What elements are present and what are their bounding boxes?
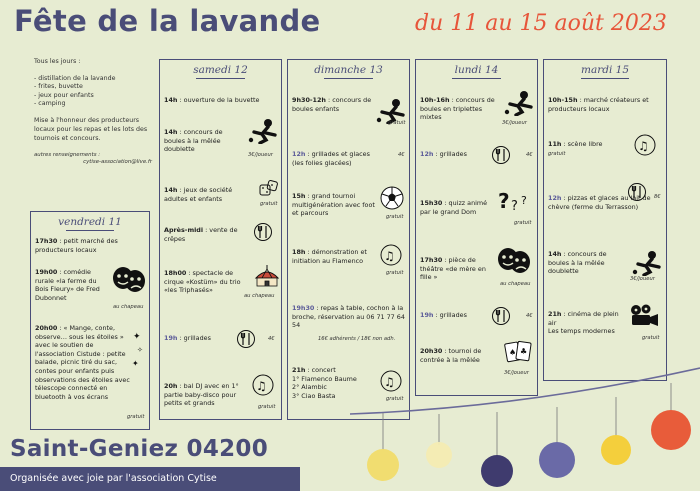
event-price: gratuit <box>258 404 276 410</box>
intro-item: - frites, buvette <box>34 83 83 91</box>
cutlery-icon <box>254 222 272 246</box>
event-text: : grillades <box>433 311 467 319</box>
petanque-player-icon <box>248 118 278 148</box>
intro-item: - jeux pour enfants <box>34 91 94 99</box>
event-item <box>548 96 664 113</box>
day-heading: samedi 12 <box>160 64 281 76</box>
event-item <box>164 226 256 243</box>
event-price: au chapeau <box>500 281 531 287</box>
cutlery-icon <box>628 182 646 206</box>
event-time: 10h-16h <box>420 96 450 104</box>
event-price: gratuit <box>642 335 660 341</box>
event-item <box>35 324 130 401</box>
intro-item: - distillation de la lavande <box>34 74 116 82</box>
event-text: : ouverture de la buvette <box>177 96 260 104</box>
event-price: 3€/joueur <box>248 152 273 158</box>
event-text: : tournoi de contrée à la mêlée <box>420 347 482 364</box>
event-time: 17h30 <box>35 237 58 245</box>
event-time: 21h <box>548 310 562 318</box>
event-item <box>164 96 280 105</box>
theatre-masks-icon <box>496 248 532 278</box>
event-text: : repas à table, cochon à la broche, réservation au 06 71 77 64 54 <box>292 304 405 330</box>
event-time: Après-midi <box>164 226 204 234</box>
day-heading: mardi 15 <box>544 64 666 76</box>
event-price: gratuit <box>514 220 532 226</box>
event-price: 3€/joueur <box>630 276 655 282</box>
event-item <box>164 334 244 343</box>
event-line: Les temps modernes <box>548 327 615 336</box>
event-text: : pièce de théâtre «de mère en fille » <box>420 256 486 282</box>
svg-text:♫: ♫ <box>256 379 267 393</box>
music-notes-icon <box>634 134 656 160</box>
playing-cards-icon <box>504 340 534 368</box>
event-item <box>35 268 107 302</box>
intro-block <box>34 58 152 166</box>
event-time: 14h <box>164 186 178 194</box>
event-time: 12h <box>292 150 306 158</box>
music-notes-icon <box>380 244 402 270</box>
event-text: : concours de boules à la mêlée doublette <box>164 128 223 154</box>
event-text: : grillades et glaces (les folies glacées) <box>292 150 370 167</box>
event-item <box>420 311 492 320</box>
cutlery-icon <box>237 329 255 353</box>
event-time: 20h30 <box>420 347 443 355</box>
event-item <box>35 237 147 254</box>
event-text: : marché créateurs et producteurs locaux <box>548 96 649 113</box>
day-heading: lundi 14 <box>416 64 537 76</box>
poster-title: Fête de la lavande <box>14 4 321 38</box>
event-time: 19h00 <box>35 268 58 276</box>
event-item <box>292 96 376 113</box>
event-item <box>292 192 376 218</box>
cutlery-icon <box>492 306 510 330</box>
event-price: 3€/joueur <box>504 370 529 376</box>
event-price: 8€ <box>654 194 661 200</box>
event-time: 21h <box>292 366 306 374</box>
svg-text:?: ? <box>511 199 518 214</box>
event-item <box>292 150 376 167</box>
intro-heading: Tous les jours : <box>34 58 81 65</box>
svg-text:✦: ✦ <box>132 359 139 368</box>
event-time: 19h <box>164 334 178 342</box>
svg-text:✧: ✧ <box>137 346 143 354</box>
svg-text:♫: ♫ <box>638 139 649 153</box>
question-marks-icon <box>498 188 534 218</box>
day-column-mardi <box>543 59 667 381</box>
event-price: 4€ <box>398 152 405 158</box>
contact-info <box>34 152 152 166</box>
svg-text:✦: ✦ <box>133 332 141 342</box>
event-item <box>420 96 504 122</box>
intro-item: - camping <box>34 100 66 108</box>
event-text: : concours de boules enfants <box>292 96 372 113</box>
event-price: gratuit <box>548 151 566 157</box>
event-price: 4€ <box>526 313 533 319</box>
film-projector-icon <box>628 304 660 332</box>
event-item <box>292 248 376 265</box>
event-time: 11h <box>548 140 562 148</box>
event-item <box>292 304 408 330</box>
event-time: 15h <box>292 192 306 200</box>
day-heading: dimanche 13 <box>288 64 409 76</box>
event-text: : vente de crêpes <box>164 226 238 243</box>
contact-email[interactable]: cytise-association@live.fr <box>83 158 152 165</box>
event-price: gratuit <box>260 201 278 207</box>
event-time: 10h-15h <box>548 96 578 104</box>
svg-text:♠: ♠ <box>509 348 517 357</box>
organiser-banner <box>0 467 300 491</box>
event-time: 20h00 <box>35 324 58 332</box>
event-price: 4€ <box>526 152 533 158</box>
event-dates: du 11 au 15 août 2023 <box>415 11 667 36</box>
event-time: 19h <box>420 311 434 319</box>
cutlery-icon <box>492 145 510 169</box>
event-time: 19h30 <box>292 304 315 312</box>
event-price: 16€ adhérents / 18€ non adh. <box>318 336 396 342</box>
event-line: 2° Alambic <box>292 383 327 392</box>
event-price: au chapeau <box>244 293 275 299</box>
event-text: : cinéma de plein air <box>548 310 619 327</box>
day-column-dimanche <box>287 59 410 420</box>
event-price: gratuit <box>386 214 404 220</box>
svg-text:♫: ♫ <box>384 375 395 389</box>
event-text: : jeux de société adultes et enfants <box>164 186 233 203</box>
event-time: 18h <box>292 248 306 256</box>
organiser-text: Organisée avec joie par l'association Cytise <box>10 473 217 484</box>
event-price: 3€/joueur <box>502 120 527 126</box>
event-item <box>420 256 496 282</box>
event-time: 12h <box>548 194 562 202</box>
event-time: 20h <box>164 382 178 390</box>
event-text: : concours de boules à la mêlée doublette <box>548 250 607 276</box>
event-line: 3° Ciao Basta <box>292 391 336 400</box>
event-time: 18h00 <box>164 269 187 277</box>
event-text: : scène libre <box>561 140 603 148</box>
event-time: 14h <box>548 250 562 258</box>
event-item <box>420 347 504 364</box>
music-notes-icon <box>252 374 274 400</box>
event-line: 1° Flamenco Baume <box>292 374 357 383</box>
event-text: : grillades <box>433 150 467 158</box>
day-column-vendredi <box>30 211 150 430</box>
event-item <box>548 250 628 276</box>
event-time: 9h30-12h <box>292 96 326 104</box>
event-item <box>420 199 498 216</box>
contact-label: autres renseignements : <box>34 151 101 158</box>
event-text: : démonstration et initiation au Flamenco <box>292 248 367 265</box>
stars-icon <box>131 330 147 374</box>
theatre-masks-icon <box>111 267 147 297</box>
petanque-player-icon <box>504 90 534 120</box>
event-item <box>420 150 492 159</box>
event-time: 17h30 <box>420 256 443 264</box>
dice-icon <box>259 180 279 202</box>
event-item <box>292 366 376 400</box>
day-column-samedi <box>159 59 282 420</box>
event-item <box>164 128 236 154</box>
svg-text:?: ? <box>498 189 510 213</box>
event-text: : comédie rurale «la ferme du Bois Fleury» de Fred Dubonnet <box>35 268 100 302</box>
event-price: gratuit <box>386 396 404 402</box>
event-price: au chapeau <box>113 304 144 310</box>
event-text: : bal DJ avec en 1° partie baby-disco pour petits et grands <box>164 382 239 408</box>
circus-tent-icon <box>254 264 280 292</box>
day-column-lundi <box>415 59 538 396</box>
event-price: gratuit <box>386 270 404 276</box>
event-item <box>548 310 628 336</box>
event-price: gratuit <box>388 120 406 126</box>
event-time: 15h30 <box>420 199 443 207</box>
event-text: : « Mange, conte, observe… sous les étoiles » avec le soutien de l'association Cistude : petite balade, picnic tiré du sac, contes pour enfants puis observations des étoiles avec télescope connecté en bluetooth à vos écrans <box>35 324 130 401</box>
event-item <box>164 269 252 295</box>
event-item <box>164 382 252 408</box>
event-text: : quizz animé par le grand Dom <box>420 199 488 216</box>
event-price: 4€ <box>268 336 275 342</box>
music-notes-icon <box>380 370 402 396</box>
event-text: : pizzas et glaces au lait de chèvre (ferme du Terrasson) <box>548 194 651 211</box>
event-text: : concours de boules en triplettes mixtes <box>420 96 495 122</box>
event-text: : grand tournoi multigénération avec foot et parcours <box>292 192 375 218</box>
intro-honneur: Mise à l'honneur des producteurs locaux pour les repas et les lots des tournois et concours. <box>34 117 148 142</box>
event-text: : grillades <box>177 334 211 342</box>
event-item <box>164 186 256 203</box>
town-name: Saint-Geniez 04200 <box>10 436 269 462</box>
event-item <box>548 140 630 149</box>
event-time: 14h <box>164 128 178 136</box>
svg-text:?: ? <box>521 194 527 207</box>
svg-text:♫: ♫ <box>384 249 395 263</box>
event-text: : spectacle de cirque «Kostüm» du trio «les Triphasés» <box>164 269 241 295</box>
event-text: : petit marché des producteurs locaux <box>35 237 118 254</box>
event-time: 12h <box>420 150 434 158</box>
event-time: 14h <box>164 96 178 104</box>
event-text: : concert <box>305 366 336 374</box>
football-icon <box>380 186 404 214</box>
day-heading: vendredi 11 <box>31 216 149 228</box>
svg-text:♣: ♣ <box>520 347 528 356</box>
event-price: gratuit <box>127 414 145 420</box>
